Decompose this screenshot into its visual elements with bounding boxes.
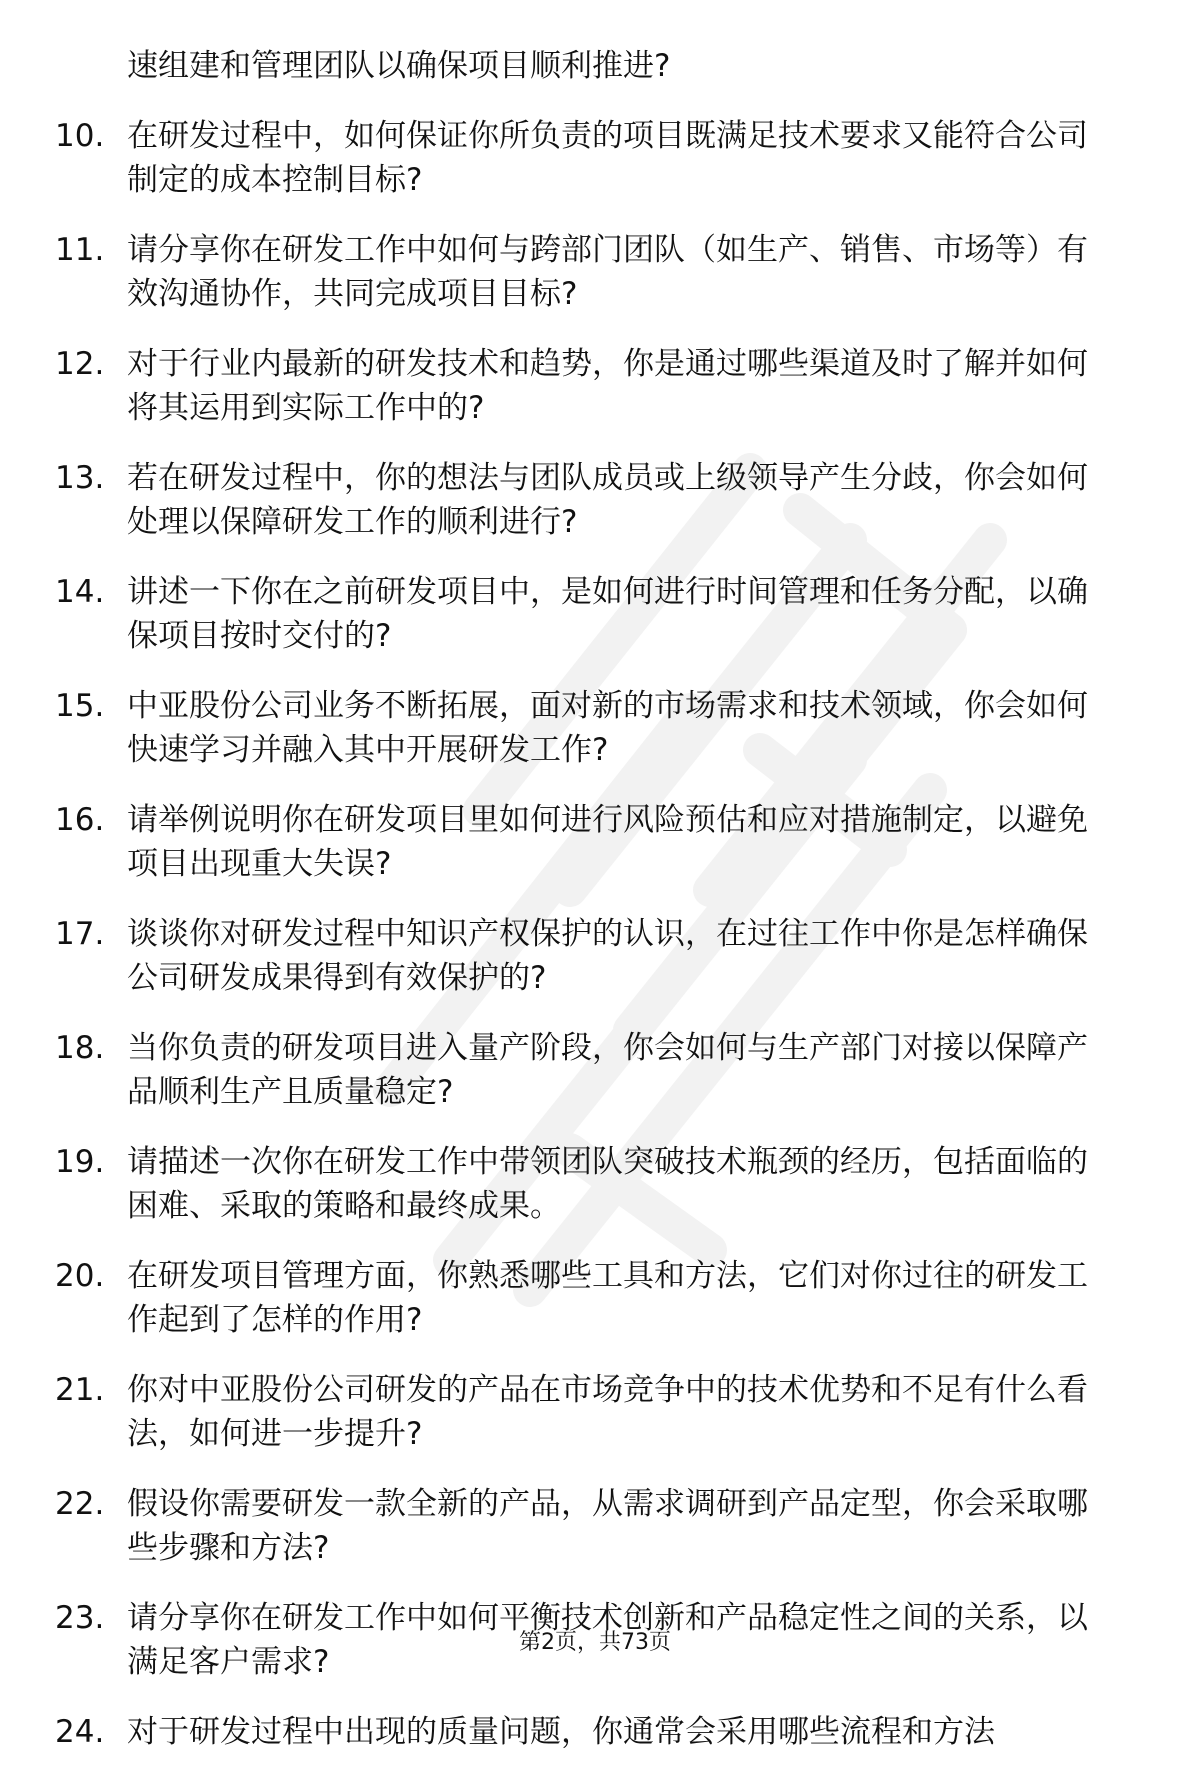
item-number: 20. bbox=[55, 1258, 105, 1294]
item-text: 对于研发过程中出现的质量问题，你通常会采用哪些流程和方法 bbox=[127, 1714, 995, 1750]
item-text: 请描述一次你在研发工作中带领团队突破技术瓶颈的经历，包括面临的困难、采取的策略和最终成果。 bbox=[127, 1144, 1088, 1224]
list-item bbox=[55, 570, 1115, 658]
list-item bbox=[55, 1026, 1115, 1114]
item-text: 假设你需要研发一款全新的产品，从需求调研到产品定型，你会采取哪些步骤和方法? bbox=[127, 1486, 1088, 1566]
list-item bbox=[55, 912, 1115, 1000]
item-text: 当你负责的研发项目进入量产阶段，你会如何与生产部门对接以保障产品顺利生产且质量稳定? bbox=[127, 1030, 1088, 1110]
item-text: 请分享你在研发工作中如何平衡技术创新和产品稳定性之间的关系，以满足客户需求? bbox=[127, 1600, 1088, 1680]
item-number: 15. bbox=[55, 688, 105, 724]
list-item bbox=[55, 342, 1115, 430]
list-item bbox=[55, 1368, 1115, 1456]
list-item bbox=[55, 798, 1115, 886]
continuation-line: 速组建和管理团队以确保项目顺利推进? bbox=[127, 48, 671, 84]
item-text: 讲述一下你在之前研发项目中，是如何进行时间管理和任务分配，以确保项目按时交付的? bbox=[127, 574, 1088, 654]
list-item bbox=[55, 228, 1115, 316]
item-number: 21. bbox=[55, 1372, 105, 1408]
list-item bbox=[55, 456, 1115, 544]
item-text: 在研发过程中，如何保证你所负责的项目既满足技术要求又能符合公司制定的成本控制目标? bbox=[127, 118, 1088, 198]
item-text: 谈谈你对研发过程中知识产权保护的认识，在过往工作中你是怎样确保公司研发成果得到有效保护的? bbox=[127, 916, 1088, 996]
item-number: 14. bbox=[55, 574, 105, 610]
list-item bbox=[55, 114, 1115, 202]
item-number: 17. bbox=[55, 916, 105, 952]
list-item bbox=[55, 1482, 1115, 1570]
page-number-footer: 第2页，共73页 bbox=[519, 1630, 671, 1655]
item-number: 13. bbox=[55, 460, 105, 496]
list-item bbox=[55, 684, 1115, 772]
item-text: 在研发项目管理方面，你熟悉哪些工具和方法，它们对你过往的研发工作起到了怎样的作用? bbox=[127, 1258, 1088, 1338]
item-number: 19. bbox=[55, 1144, 105, 1180]
item-number: 12. bbox=[55, 346, 105, 382]
item-number: 23. bbox=[55, 1600, 105, 1636]
item-text: 你对中亚股份公司研发的产品在市场竞争中的技术优势和不足有什么看法，如何进一步提升? bbox=[127, 1372, 1088, 1452]
item-text: 若在研发过程中，你的想法与团队成员或上级领导产生分歧，你会如何处理以保障研发工作的顺利进行? bbox=[127, 460, 1088, 540]
question-list bbox=[55, 44, 1115, 1780]
item-number: 18. bbox=[55, 1030, 105, 1066]
list-item bbox=[55, 1254, 1115, 1342]
item-number: 11. bbox=[55, 232, 105, 268]
item-text: 请举例说明你在研发项目里如何进行风险预估和应对措施制定，以避免项目出现重大失误? bbox=[127, 802, 1088, 882]
list-item bbox=[55, 1710, 1115, 1754]
item-number: 22. bbox=[55, 1486, 105, 1522]
item-text: 中亚股份公司业务不断拓展，面对新的市场需求和技术领域，你会如何快速学习并融入其中开展研发工作? bbox=[127, 688, 1088, 768]
list-item bbox=[55, 1140, 1115, 1228]
item-number: 24. bbox=[55, 1714, 105, 1750]
item-text: 对于行业内最新的研发技术和趋势，你是通过哪些渠道及时了解并如何将其运用到实际工作中的? bbox=[127, 346, 1088, 426]
item-number: 16. bbox=[55, 802, 105, 838]
item-text: 请分享你在研发工作中如何与跨部门团队（如生产、销售、市场等）有效沟通协作，共同完成项目目标? bbox=[127, 232, 1088, 312]
item-number: 10. bbox=[55, 118, 105, 154]
